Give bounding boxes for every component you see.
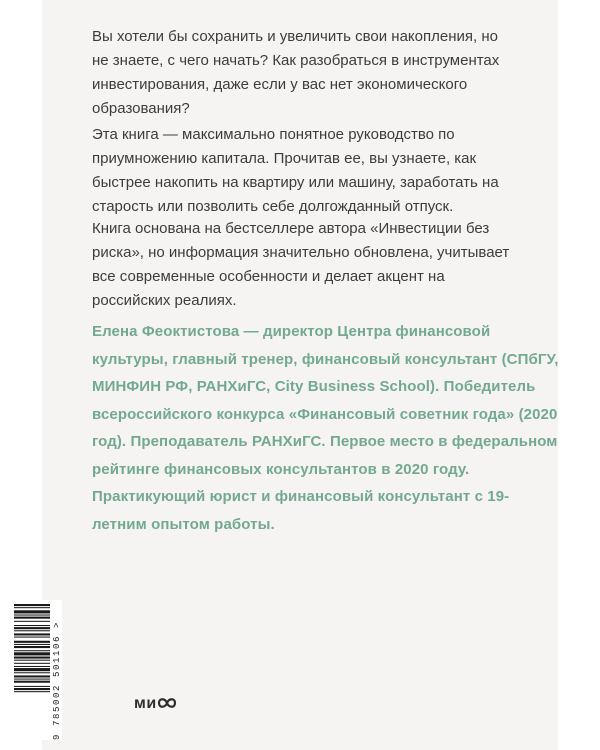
book-back-cover xyxy=(42,0,558,750)
description-paragraph-2: Эта книга — максимально понятное руководство по приумножению капитала. Прочитав ее, вы узнаете, как быстрее накопить на квартиру или машину, заработать на старость или позволить себе долгожданный отпуск. xyxy=(92,126,499,215)
isbn-barcode xyxy=(12,600,62,740)
svg-text:ми: ми xyxy=(134,695,157,712)
publisher-logo-mark xyxy=(134,694,178,712)
description-paragraph-3: Книга основана на бестселлере автора «Инвестиции без риска», но информация значительно обновлена, учитывает все современные особенности и делает акцент на российских реалиях. xyxy=(92,220,510,309)
publisher-logo xyxy=(134,694,178,717)
isbn-number: 9 785002 501106 > xyxy=(52,620,62,740)
description-paragraph-1: Вы хотели бы сохранить и увеличить свои накопления, но не знаете, с чего начать? Как разобраться в инструментах инвестирования, даже если у вас нет экономического образования? xyxy=(92,28,500,117)
author-bio: Елена Феоктистова — директор Центра финансовой культуры, главный тренер, финансовый консультант (СПбГУ, МИНФИН РФ, РАНХиГС, City Business School). Победитель всероссийского конкурса «Финансовый советник года» (2020 год). Преподаватель РАНХиГС. Первое место в федеральном рейтинге финансовых консультантов в 2020 году. Практикующий юрист и финансовый консультант с 19-летним опытом работы. xyxy=(92,323,559,533)
